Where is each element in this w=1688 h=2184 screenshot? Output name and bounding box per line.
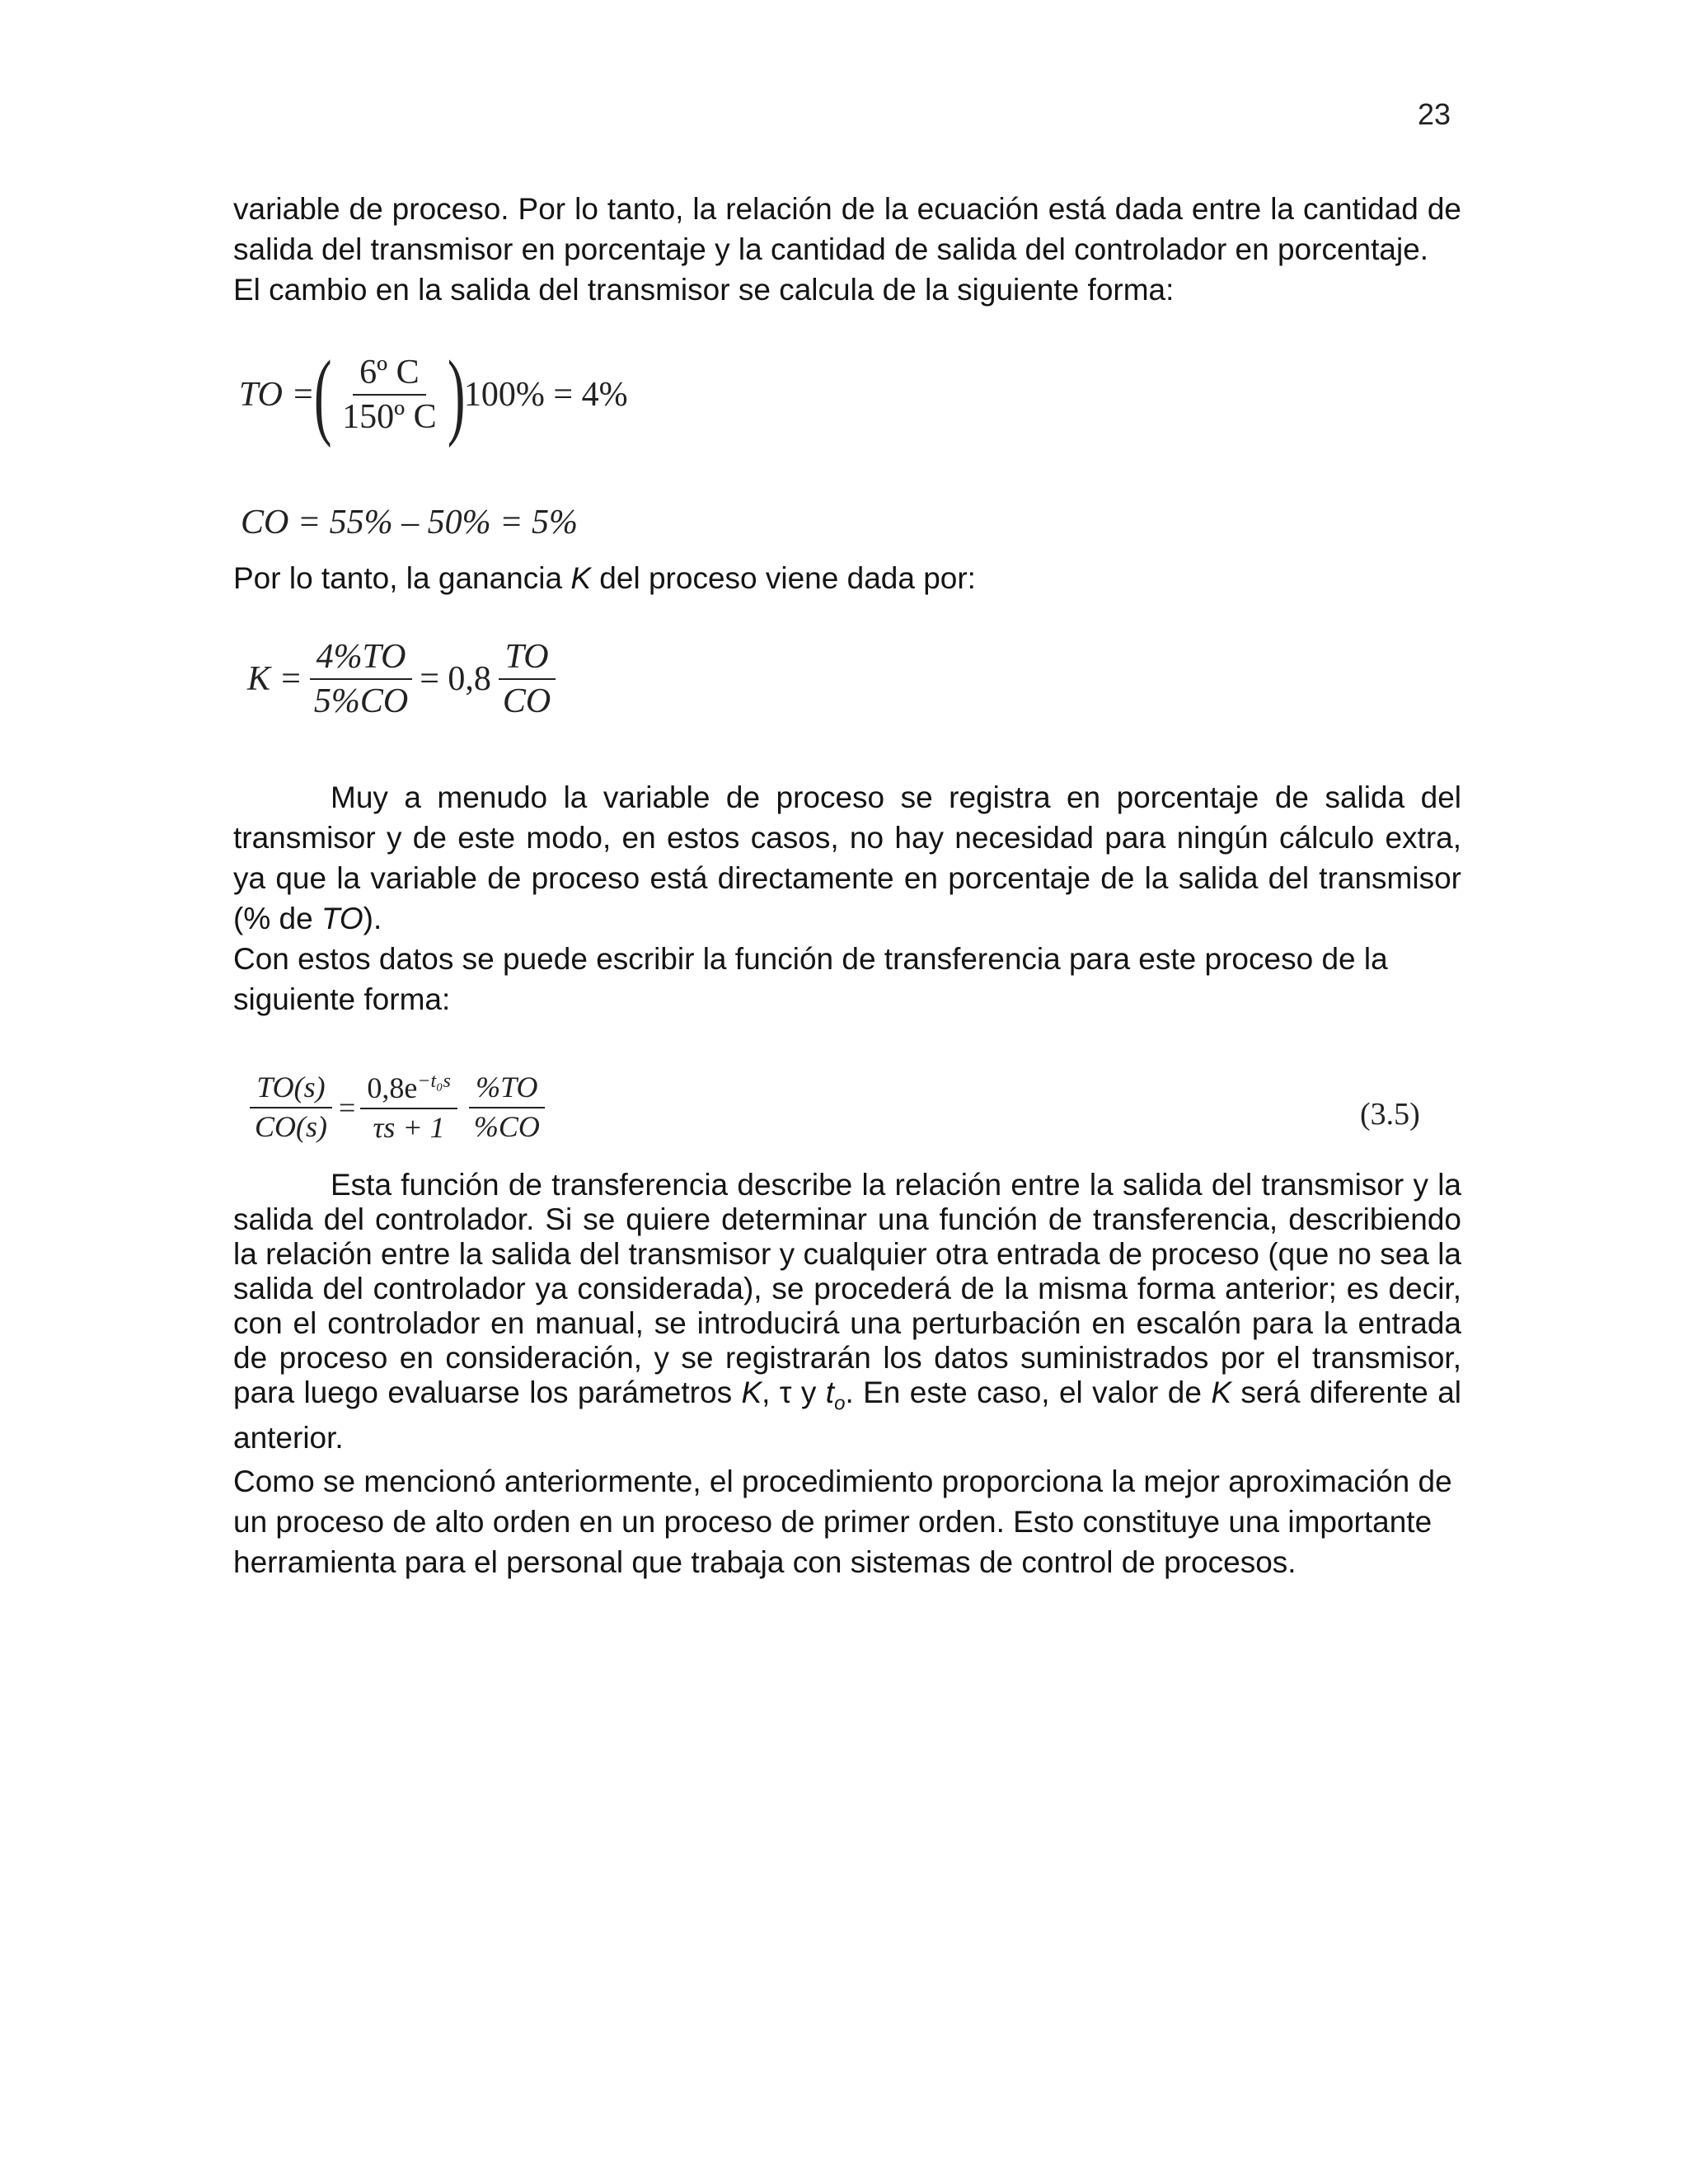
equation-k-num2: TO (499, 639, 556, 680)
equation-k-fraction-2 (496, 639, 557, 719)
paragraph-change-transmitter: El cambio en la salida del transmisor se calcula de la siguiente forma: (233, 273, 1175, 307)
equation-tf-den3: %CO (473, 1109, 540, 1143)
equation-transfer-function (243, 1071, 551, 1144)
equation-tf-den2: τs + 1 (373, 1110, 445, 1144)
equation-tf-fraction-1 (248, 1072, 334, 1143)
p6-k2: K (1211, 1376, 1232, 1409)
paragraph-gain-var: K (570, 561, 592, 595)
equation-k-den2: CO (502, 682, 551, 721)
equation-tf-den1: CO(s) (255, 1109, 327, 1143)
equation-k-lhs: K = (247, 660, 302, 699)
p6-pre: Esta función de transferencia describe la relación entre la salida del transmisor y la salida del controlador. Si se quiere determinar una función de transferencia, describiendo la relación entre la salida del transmisor y cualquier otra entrada de proceso (que no sea la salida del controlador ya considerada), se procederá de la misma forma anterior; es decir, con el controlador en manual, se introducirá una perturbación en escalón para la entrada de proceso en consideración, y se registrarán los datos suministrados por el transmisor, para luego evaluarse los parámetros (233, 1168, 1461, 1409)
paragraph-percentage-text: Muy a menudo la variable de proceso se registra en porcentaje de salida del transmisor y de este modo, en estos casos, no hay necesidad para ningún cálculo extra, ya que la variable de proceso está directamente en porcentaje de la salida del transmisor (% de (233, 780, 1461, 935)
paragraph-transfer-description (233, 1168, 1461, 1455)
equation-to (239, 340, 628, 448)
p6-mid: , τ y (762, 1376, 826, 1409)
paragraph-percentage-var: TO (321, 902, 363, 935)
p6-sub: o (834, 1392, 846, 1415)
equation-k-num1: 4%TO (310, 639, 413, 680)
paragraph-percentage-end: ). (363, 902, 382, 935)
equation-to-fraction (335, 354, 443, 435)
equation-tf-num2-base: 0,8e (367, 1071, 418, 1104)
equation-co: CO = 55% – 50% = 5% (241, 504, 578, 541)
equation-number: (3.5) (1360, 1097, 1420, 1132)
equation-tf-equals: = (339, 1090, 356, 1124)
equation-tf-num3: %TO (469, 1072, 544, 1108)
equation-tf-fraction-3 (467, 1072, 546, 1143)
paragraph-percentage (233, 777, 1461, 939)
equation-to-lhs: TO = (239, 376, 315, 414)
paragraph-transfer-intro: Con estos datos se puede escribir la función de transferencia para este proceso de la siguiente forma: (233, 942, 1388, 1016)
equation-to-numerator: 6º C (353, 354, 426, 396)
equation-k-den1: 5%CO (313, 682, 409, 721)
page-number: 23 (1418, 97, 1451, 131)
paragraph-intro: variable de proceso. Por lo tanto, la relación de la ecuación está dada entre la cantidad de salida del transmisor en porcentaje y la cantidad de salida del controlador en porcentaje. (233, 192, 1461, 266)
equation-to-denominator: 150º C (342, 398, 437, 436)
paragraph-gain (233, 558, 1461, 598)
equation-to-rhs: 100% = 4% (463, 376, 628, 414)
right-paren: ) (447, 340, 466, 448)
p6-k: K (741, 1376, 762, 1409)
p6-t: t (825, 1376, 835, 1409)
equation-tf-num2-exp: −t₀s (417, 1071, 451, 1092)
paragraph-conclusion: Como se mencionó anteriormente, el procedimiento proporciona la mejor aproximación de un proceso de alto orden en un proceso de primer orden. Esto constituye una importante herramienta para el personal que trabaja con sistemas de control de procesos. (233, 1465, 1452, 1579)
equation-tf-fraction-2 (360, 1071, 457, 1144)
equation-k (247, 639, 562, 719)
paragraph-gain-pre: Por lo tanto, la ganancia (233, 561, 571, 595)
left-paren: ( (313, 340, 332, 448)
p6-post: será diferente al anterior. (233, 1376, 1462, 1455)
p6-mid2: . En este caso, el valor de (845, 1376, 1212, 1409)
equation-k-mid: = 0,8 (420, 660, 491, 699)
equation-tf-num1: TO(s) (250, 1072, 331, 1108)
paragraph-gain-post: del proceso viene dada por: (591, 561, 976, 595)
equation-k-fraction-1 (307, 639, 415, 719)
